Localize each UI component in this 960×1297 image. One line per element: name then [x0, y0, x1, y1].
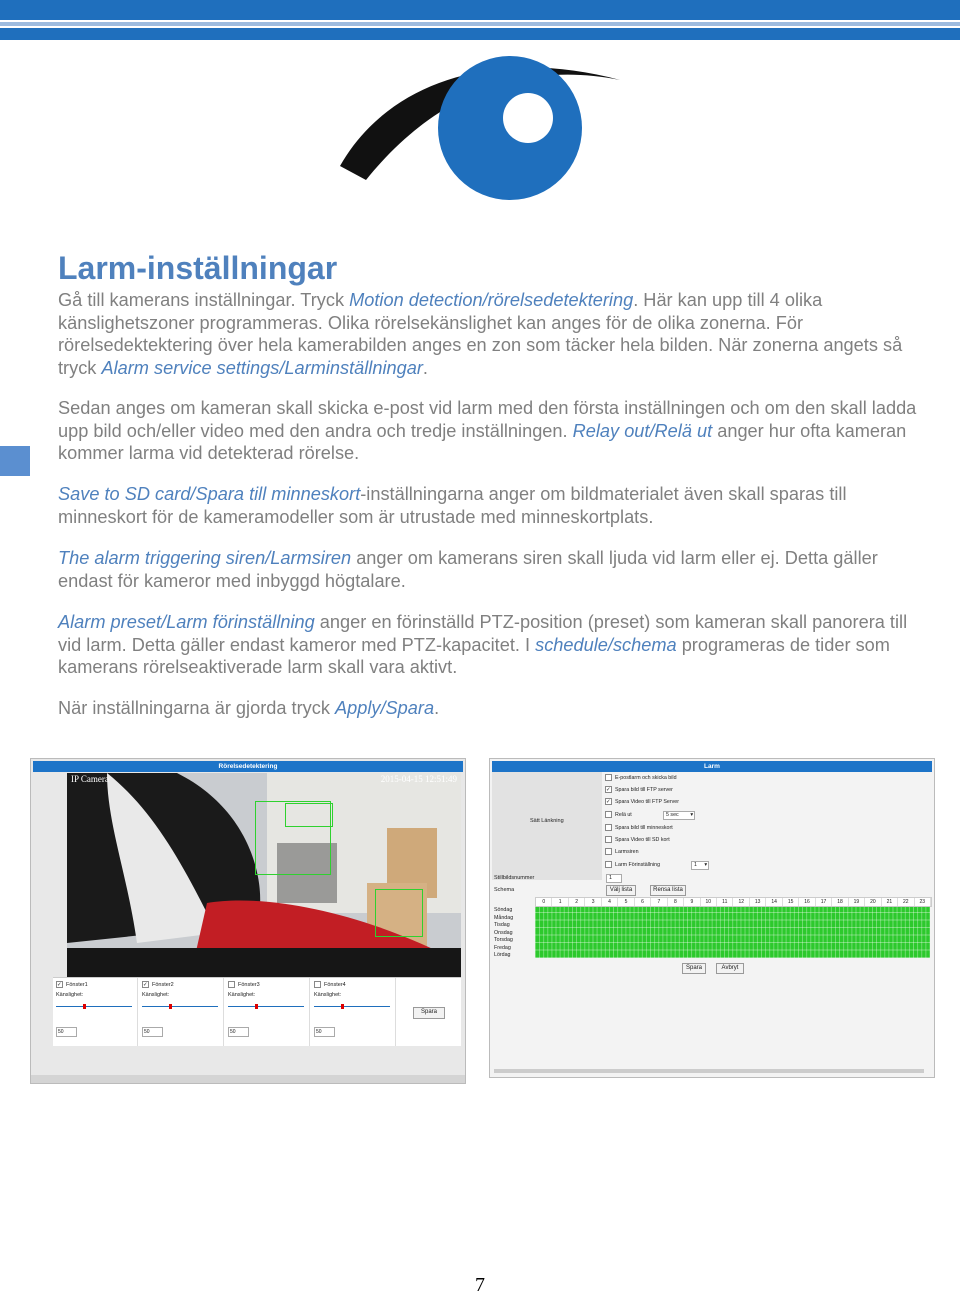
term: schedule/schema [535, 634, 677, 655]
text: anger en förinställd PTZ-position (preset) som kameran skall panorera till vid larm. Detta gäller endast kameror med PTZ-kapacitet. I [58, 612, 908, 655]
checkbox-icon[interactable]: ✓ [606, 799, 611, 805]
chevron-down-icon: ▾ [704, 862, 707, 868]
sensitivity-value[interactable]: 50 [314, 1027, 335, 1037]
camera-name: IP Camera [71, 774, 109, 784]
slider-handle[interactable] [341, 1004, 344, 1009]
preset-select[interactable] [691, 861, 709, 870]
option-sd-video[interactable] [605, 836, 670, 843]
horizontal-scrollbar[interactable] [494, 1069, 924, 1073]
hour-label: 2 [569, 898, 585, 906]
option-label: Spara bild till minneskort [615, 824, 673, 831]
cancel-button[interactable]: Avbryt [716, 963, 744, 974]
zone-label: Fönster4 [324, 981, 346, 988]
select-value: 5 sec [666, 812, 679, 818]
text: Sedan anges om kameran skall skicka e-post vid larm med den första inställningen och om den skall ladda upp bild och/eller video med den andra och tredje inställningen. [58, 398, 917, 441]
sensitivity-slider[interactable] [228, 1006, 304, 1007]
paragraph-motion [58, 289, 918, 379]
text: anger om kamerans siren skall ljuda vid larm eller ej. Detta gäller endast för kameror med inbyggd högtalare. [58, 548, 878, 591]
hour-label: 1 [552, 898, 568, 906]
zone-label: Fönster1 [66, 981, 88, 988]
chevron-down-icon: ▾ [690, 812, 693, 818]
sensitivity-value[interactable]: 50 [228, 1027, 249, 1037]
still-number-select[interactable] [606, 874, 622, 883]
hour-label: 10 [701, 898, 717, 906]
paragraph-apply [58, 697, 918, 720]
zone-label: Fönster3 [238, 981, 260, 988]
camera-view [67, 773, 461, 991]
schema-label: Schema [494, 887, 515, 893]
checkbox-icon[interactable] [605, 824, 612, 831]
hour-label: 11 [717, 898, 733, 906]
save-button[interactable]: Spara [682, 963, 706, 974]
sensitivity-slider[interactable] [56, 1006, 132, 1007]
header-band-stripe [0, 22, 960, 26]
hour-label: 8 [668, 898, 684, 906]
option-sd-image[interactable] [605, 824, 673, 831]
hour-label: 6 [635, 898, 651, 906]
zone-controls [53, 977, 461, 1046]
hour-label: 12 [734, 898, 750, 906]
hour-label: 23 [915, 898, 931, 906]
select-value: 1 [694, 862, 697, 868]
zone-checkbox[interactable] [314, 981, 346, 988]
hour-label: 0 [536, 898, 552, 906]
slider-handle[interactable] [255, 1004, 258, 1009]
option-label: Spara Video till FTP Server [615, 798, 679, 805]
text: programeras de tider som kamerans rörelseaktiverade larm skall vara aktivt. [58, 634, 890, 677]
checkbox-icon[interactable] [605, 774, 612, 781]
hour-header [535, 897, 932, 907]
eye-logo-icon [330, 48, 630, 203]
checkbox-icon[interactable] [605, 861, 612, 868]
text: När inställningarna är gjorda tryck [58, 698, 335, 718]
detection-zone[interactable] [375, 889, 423, 937]
hour-label: 16 [799, 898, 815, 906]
zone-window-3 [225, 978, 310, 1046]
term: Save to SD card/Spara till minneskort [58, 484, 361, 504]
hour-label: 17 [816, 898, 832, 906]
hour-label: 21 [882, 898, 898, 906]
detection-zone[interactable] [285, 803, 333, 827]
page-number: 7 [475, 1274, 485, 1296]
option-ftp-image[interactable] [605, 786, 673, 793]
schedule-grid[interactable] [535, 898, 930, 958]
sensitivity-value[interactable]: 50 [142, 1027, 163, 1037]
option-label: Spara bild till FTP server [615, 786, 673, 793]
window-title: Larm [492, 761, 932, 772]
text: . Här kan upp till 4 olika känslighetszoner programmeras. Olika rörelsekänslighet kan anges för de olika zonerna. För rörelsedektektering över hela kamerabilden anges en zon som täcker hela bilden. När zonerna angets så tryck [58, 290, 903, 378]
sensitivity-label: Känslighet: [314, 992, 342, 998]
still-number-label: Stillbildsnummer [494, 875, 535, 881]
paragraph-preset [58, 611, 918, 679]
paragraph-sd-card [58, 483, 918, 528]
option-label: Spara Video till SD kort [615, 836, 670, 843]
zone-window-1 [53, 978, 138, 1046]
sensitivity-label: Känslighet: [142, 992, 170, 998]
hour-label: 15 [783, 898, 799, 906]
hour-label: 9 [684, 898, 700, 906]
day-label: Lördag [494, 952, 511, 958]
term: Relay out/Relä ut [572, 420, 713, 441]
term: Alarm service settings/Larminställningar [101, 357, 423, 378]
checkbox-icon[interactable]: ✓ [57, 982, 62, 988]
paragraph-alarm-settings [58, 397, 918, 465]
term: The alarm triggering siren/Larmsiren [58, 548, 352, 568]
zone-checkbox[interactable] [228, 981, 260, 988]
window-footer [31, 1075, 465, 1083]
motion-detection-screenshot [30, 758, 466, 1084]
save-button[interactable]: Spara [413, 1007, 445, 1019]
hour-label: 22 [898, 898, 914, 906]
zone-window-2 [139, 978, 224, 1046]
side-marker [0, 446, 30, 476]
hour-label: 20 [865, 898, 881, 906]
term: Motion detection/rörelsedetektering [349, 290, 634, 310]
hour-label: 7 [651, 898, 667, 906]
hour-label: 4 [602, 898, 618, 906]
page-title: Larm-inställningar [58, 250, 338, 286]
zone-label: Fönster2 [152, 981, 174, 988]
checkbox-icon[interactable]: ✓ [606, 787, 611, 793]
hour-label: 5 [618, 898, 634, 906]
day-label: Tisdag [494, 922, 510, 928]
option-label: E-postlarm och skicka bild [615, 774, 677, 781]
sensitivity-slider[interactable] [142, 1006, 218, 1007]
text: . [422, 357, 428, 378]
day-label: Söndag [494, 907, 513, 913]
sensitivity-slider[interactable] [314, 1006, 390, 1007]
option-email[interactable] [605, 774, 677, 781]
slider-handle[interactable] [83, 1004, 86, 1009]
header-band-bottom [0, 28, 960, 40]
header-band-top [0, 0, 960, 20]
slider-handle[interactable] [169, 1004, 172, 1009]
hour-label: 3 [585, 898, 601, 906]
link-label: Sätt Länkning [530, 818, 564, 824]
option-label: Relä ut [615, 811, 632, 818]
day-label: Måndag [494, 914, 514, 921]
clear-all-button[interactable]: Rensa lista [650, 885, 686, 896]
link-column [492, 772, 602, 880]
checkbox-icon[interactable]: ✓ [143, 982, 148, 988]
text: anger hur ofta kameran kommer larma vid detekterad rörelse. [58, 420, 907, 463]
zone-checkbox[interactable] [142, 981, 174, 988]
alarm-settings-screenshot [489, 758, 935, 1078]
paragraph-siren [58, 547, 918, 592]
option-siren[interactable] [605, 848, 639, 855]
checkbox-icon[interactable] [605, 811, 612, 818]
option-label: Larmsiren [615, 848, 639, 855]
day-label: Fredag [494, 944, 511, 951]
option-ftp-video[interactable] [605, 798, 679, 805]
hour-label: 14 [766, 898, 782, 906]
option-label: Larm Förinställning [615, 861, 661, 868]
hour-label: 18 [832, 898, 848, 906]
select-all-button[interactable]: Välj lista [606, 885, 636, 896]
relay-select[interactable] [663, 811, 695, 820]
day-label: Onsdag [494, 929, 513, 936]
checkbox-icon[interactable] [605, 848, 612, 855]
text: . [434, 698, 440, 718]
hour-label: 19 [849, 898, 865, 906]
checkbox-icon[interactable] [314, 981, 321, 988]
select-value: 1 [609, 875, 613, 881]
window-title: Rörelsedetektering [33, 761, 463, 772]
checkbox-icon[interactable] [228, 981, 235, 988]
option-preset[interactable] [605, 861, 707, 868]
checkbox-icon[interactable] [605, 836, 612, 843]
text: -inställningarna anger om bildmaterialet även skall sparas till minneskort för de kameramodeller som är utrustade med minneskortplats. [58, 484, 847, 527]
day-label: Torsdag [494, 937, 513, 943]
zone-window-4 [311, 978, 396, 1046]
term: Alarm preset/Larm förinställning [58, 612, 315, 632]
hour-label: 13 [750, 898, 766, 906]
sensitivity-value[interactable]: 50 [56, 1027, 77, 1037]
term: Apply/Spara [334, 698, 435, 718]
sensitivity-label: Känslighet: [56, 992, 84, 998]
day-labels [494, 907, 534, 960]
option-relay[interactable] [605, 811, 693, 818]
camera-timestamp: 2015-04-15 12:51:49 [380, 774, 457, 784]
zone-checkbox[interactable] [56, 981, 88, 988]
text: Gå till kamerans inställningar. Tryck [58, 290, 350, 310]
sensitivity-label: Känslighet: [228, 992, 256, 998]
